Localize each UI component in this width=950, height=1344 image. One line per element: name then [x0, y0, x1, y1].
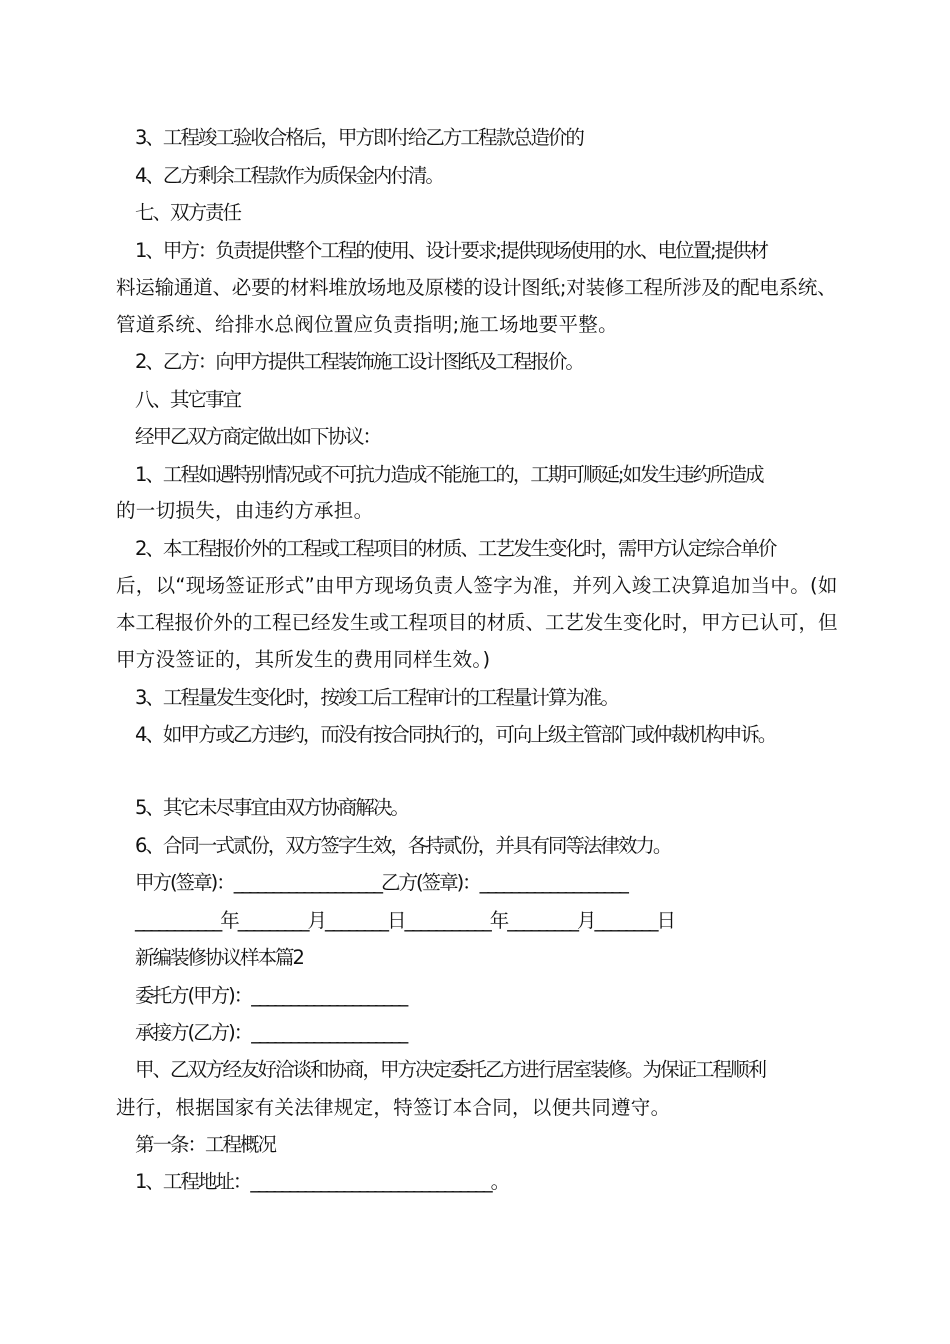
paragraph-line: 本工程报价外的工程已经发生或工程项目的材质、工艺发生变化时，甲方已认可，但	[116, 611, 838, 634]
paragraph-line: 4、乙方剩余工程款作为质保金内付清。	[135, 164, 443, 187]
section-heading: 七、双方责任	[135, 201, 241, 224]
paragraph-line: 4、如甲方或乙方违约，而没有按合同执行的，可向上级主管部门或仲裁机构申诉。	[135, 723, 776, 746]
paragraph-line: 甲、乙双方经友好洽谈和协商，甲方决定委托乙方进行居室装修。为保证工程顺利	[135, 1058, 766, 1081]
paragraph-line: 2、本工程报价外的工程或工程项目的材质、工艺发生变化时，需甲方认定综合单价	[135, 537, 776, 560]
section-title: 新编装修协议样本篇2	[135, 946, 303, 969]
signature-line: 甲方(签章)：___________________乙方(签章)：___________________	[135, 871, 627, 894]
section-heading: 第一条：工程概况	[135, 1133, 276, 1156]
paragraph-line: 2、乙方：向甲方提供工程装饰施工设计图纸及工程报价。	[135, 350, 583, 373]
party-line: 委托方(甲方)：____________________	[135, 984, 407, 1007]
paragraph-line: 5、其它未尽事宜由双方协商解决。	[135, 796, 408, 819]
paragraph-line: 管道系统、给排水总阀位置应负责指明;施工场地要平整。	[116, 313, 618, 336]
paragraph-line: 1、甲方：负责提供整个工程的使用、设计要求;提供现场使用的水、电位置;提供材	[135, 239, 768, 262]
party-line: 承接方(乙方)：____________________	[135, 1021, 407, 1044]
date-line: ___________年_________月________日___________年_________月________日	[135, 909, 675, 932]
paragraph-line: 6、合同一式贰份，双方签字生效，各持贰份，并具有同等法律效力。	[135, 834, 671, 857]
section-heading: 八、其它事宜	[135, 388, 241, 411]
paragraph-line: 1、工程地址：_______________________________。	[135, 1170, 509, 1193]
paragraph-line: 经甲乙双方商定做出如下协议：	[135, 425, 381, 448]
paragraph-line: 甲方没签证的，其所发生的费用同样生效。)	[116, 648, 491, 671]
paragraph-line: 后，以“现场签证形式”由甲方现场负责人签字为准，并列入竣工决算追加当中。(如	[116, 574, 838, 597]
paragraph-line: 的一切损失，由违约方承担。	[116, 499, 374, 522]
paragraph-line: 3、工程量发生变化时，按竣工后工程审计的工程量计算为准。	[135, 686, 618, 709]
paragraph-line: 料运输通道、必要的材料堆放场地及原楼的设计图纸;对装修工程所涉及的配电系统、	[116, 276, 837, 299]
paragraph-line: 1、工程如遇特别情况或不可抗力造成不能施工的，工期可顺延;如发生违约所造成	[135, 463, 763, 486]
paragraph-line: 进行，根据国家有关法律规定，特签订本合同，以便共同遵守。	[116, 1096, 671, 1119]
paragraph-line: 3、工程竣工验收合格后，甲方即付给乙方工程款总造价的	[135, 126, 583, 149]
